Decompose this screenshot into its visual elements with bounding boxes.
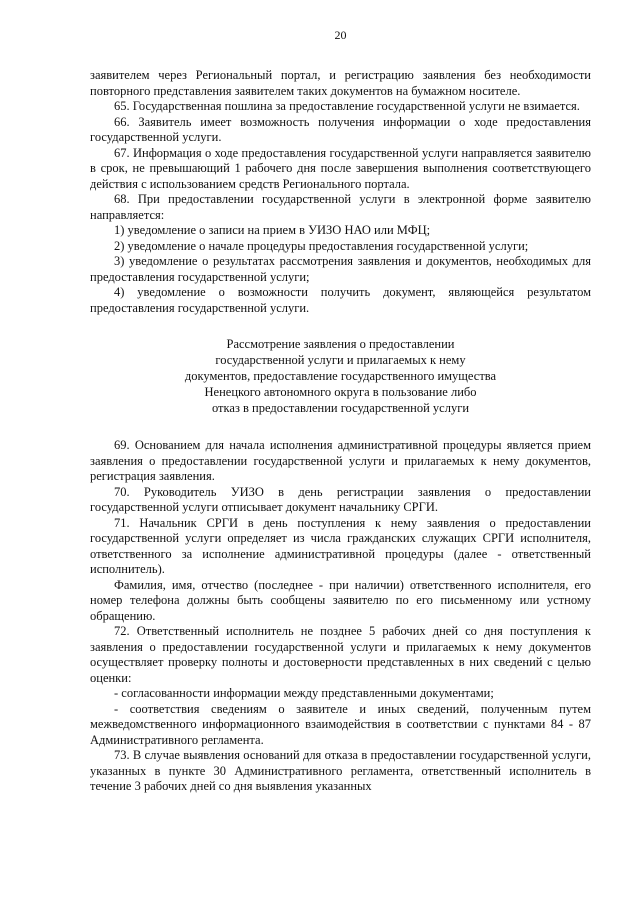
heading-line-1: Рассмотрение заявления о предоставлении <box>226 337 455 351</box>
paragraph-73: 73. В случае выявления оснований для отказа в предоставлении государственной услуги, указанных в пункте 30 Административного регламента, ответственный исполнитель в течение 3 рабочих дней со дня выявления указанных <box>90 748 591 793</box>
list-item-4: 4) уведомление о возможности получить документ, являющейся результатом предоставления государственной услуги. <box>90 285 591 315</box>
check-item-correspondence: - соответствия сведениям о заявителе и иных сведений, полученным путем межведомственного информационного взаимодействия в соответствии с пунктами 84 - 87 Административного регламента. <box>90 701 591 747</box>
paragraph-72: 72. Ответственный исполнитель не позднее 5 рабочих дней со дня поступления к заявления о предоставлении государственной услуги и прилагаемых к нему документов осуществляет проверку полноты и достоверности представленных в них сведений с целью оценки: <box>90 624 591 685</box>
heading-line-3: документов, предоставление государственного имущества <box>184 369 497 383</box>
heading-line-5: отказ в предоставлении государственной услуги <box>211 401 470 415</box>
section-electronic-form <box>90 68 591 316</box>
section-review <box>90 438 591 795</box>
check-item-consistency: - согласованности информации между представленными документами; <box>114 686 494 700</box>
list-item-2: 2) уведомление о начале процедуры предоставления государственной услуги; <box>114 238 529 253</box>
section-heading <box>90 336 591 416</box>
paragraph-67: 67. Информация о ходе предоставления государственной услуги направляется заявителю в срок, не превышающий 1 рабочего дня после завершения выполнения соответствующего действия с использованием средств Регионального портала. <box>90 145 591 191</box>
paragraph-71: 71. Начальник СРГИ в день поступления к нему заявления о предоставлении государственной услуги определяет из числа гражданских служащих СРГИ исполнителя, ответственного за исполнение административной процедуры (далее - ответственный исполнитель). <box>90 515 591 576</box>
paragraph-69: 69. Основанием для начала исполнения административной процедуры является прием заявления о предоставлении государственной услуги и прилагаемых к нему документов, регистрация заявления. <box>90 438 591 483</box>
page-number: 20 <box>334 28 347 42</box>
paragraph-68: 68. При предоставлении государственной услуги в электронной форме заявителю направляется: <box>90 192 591 222</box>
paragraph-71-contact: Фамилия, имя, отчество (последнее - при наличии) ответственного исполнителя, его номер телефона должны быть сообщены заявителю по его письменному или устному обращению. <box>90 577 591 623</box>
heading-line-2: государственной услуги и прилагаемых к нему <box>215 353 466 367</box>
list-item-3: 3) уведомление о результатах рассмотрения заявления и документов, необходимых для предоставления государственной услуги; <box>90 254 591 284</box>
paragraph-65: 65. Государственная пошлина за предоставление государственной услуги не взимается. <box>114 99 580 113</box>
list-item-1: 1) уведомление о записи на прием в УИЗО НАО или МФЦ; <box>114 223 431 237</box>
paragraph-70: 70. Руководитель УИЗО в день регистрации заявления о предоставлении государственной услуги отписывает документ начальнику СРГИ. <box>90 484 591 514</box>
heading-line-4: Ненецкого автономного округа в пользование либо <box>204 385 477 399</box>
paragraph-66: 66. Заявитель имеет возможность получения информации о ходе предоставления государственной услуги. <box>90 114 591 144</box>
paragraph-continuation: заявителем через Региональный портал, и регистрацию заявления без необходимости повторного представления заявителем таких документов на бумажном носителе. <box>90 68 591 98</box>
